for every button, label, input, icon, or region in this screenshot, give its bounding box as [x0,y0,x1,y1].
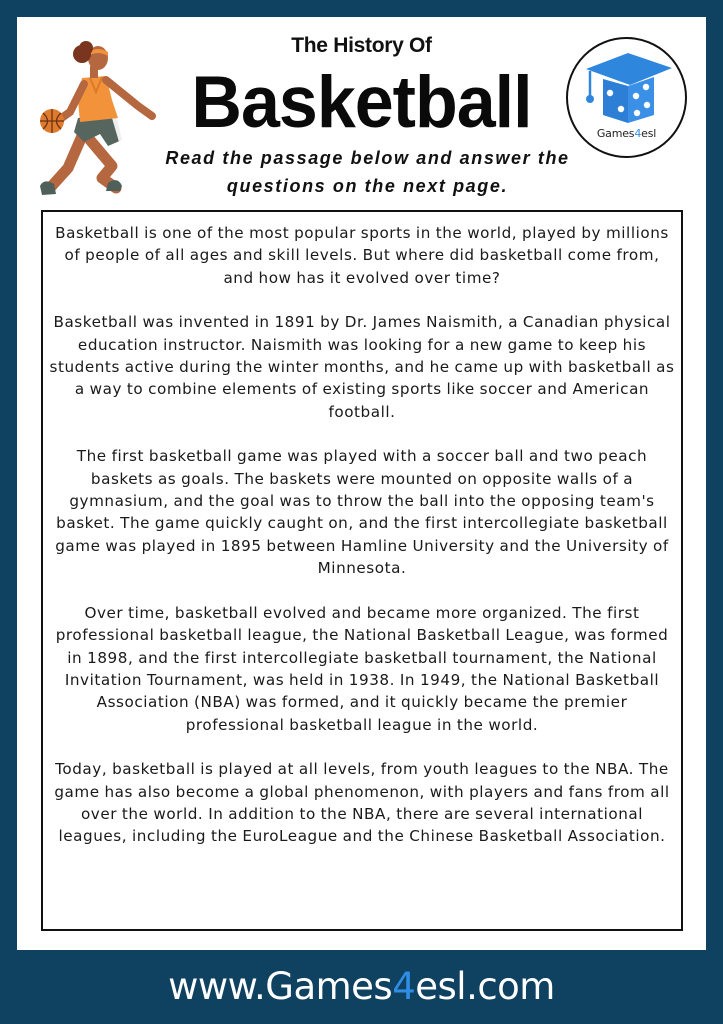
footer-website-link[interactable] [0,950,723,1024]
passage-paragraph-5: Today, basketball is played at all levels, from youth leagues to the NBA. The game has also become a global phenomenon, with players and fans from all over the world. In addition to the NBA, there are several international leagues, including the EuroLeague and the Chinese Basketball Association. [54,760,670,846]
logo-text-4: 4 [634,127,642,140]
logo-text-esl: esl [641,127,657,140]
logo-text-games: Games [596,127,635,140]
instructions-line-2: questions on the next page. [226,176,509,196]
reading-passage [41,210,683,931]
footer-url-part-2: esl.com [415,965,555,1008]
footer-url-part-1: www.Games [168,965,393,1008]
games4esl-logo [566,37,687,158]
instructions-line-1: Read the passage below and answer the [165,148,570,168]
page-subtitle: The History Of [291,34,432,57]
passage-paragraph-1: Basketball is one of the most popular sports in the world, played by millions of people of all ages and skill levels. But where did basketball come from, and how has it evolved over time? [55,224,669,287]
logo-wordmark [568,127,685,140]
page-title: Basketball [191,61,532,143]
passage-paragraph-3: The first basketball game was played with a soccer ball and two peach baskets as goals. The baskets were mounted on opposite walls of a gymnasium, and the goal was to throw the ball into the opposing team's basket. The game quickly caught on, and the first intercollegiate basketball game was played in 1895 between Hamline University and the University of Minnesota. [55,447,669,578]
passage-paragraph-2: Basketball was invented in 1891 by Dr. James Naismith, a Canadian physical education instructor. Naismith was looking for a new game to keep his students active during the winter months, and he came up with basketball as a way to combine elements of existing sports like soccer and American football. [49,313,675,421]
footer-url-accent: 4 [392,965,416,1008]
passage-paragraph-4: Over time, basketball evolved and became more organized. The first professional basketball league, the National Basketball League, was formed in 1898, and the first intercollegiate basketball tournament, the National Invitation Tournament, was held in 1938. In 1949, the National Basketball Association (NBA) was formed, and it quickly became the premier professional basketball league in the world. [55,603,669,734]
